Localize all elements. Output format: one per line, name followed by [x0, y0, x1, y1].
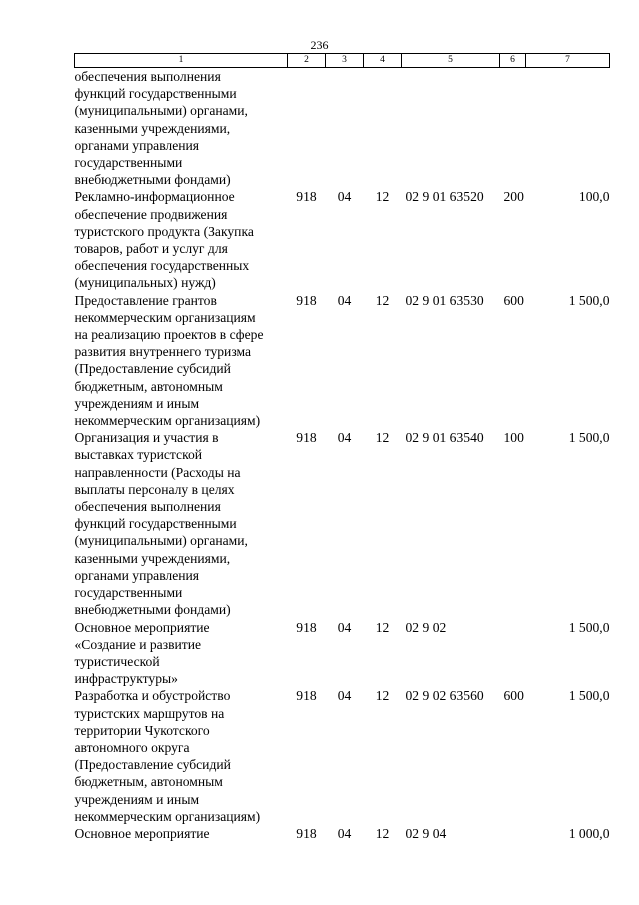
admin-code-cell: 918 — [296, 619, 317, 635]
section-code-cell: 04 — [337, 825, 352, 841]
table-row — [75, 619, 610, 688]
expense-name-line: Основное мероприятие — [74, 619, 210, 635]
admin-code-cell: 918 — [296, 189, 317, 205]
admin-code-cell: 918 — [296, 825, 317, 841]
expense-name-line: функций государственными — [74, 516, 237, 532]
expense-name-line: внебюджетными фондами) — [74, 602, 231, 618]
column-number-header — [75, 54, 610, 68]
expense-name-line: туристической — [74, 653, 160, 669]
expense-name-line: выплаты персоналу в целях — [74, 481, 235, 497]
expense-name-line: обеспечения выполнения — [74, 69, 221, 84]
expense-name-line: направленности (Расходы на — [74, 464, 241, 480]
column-number: 7 — [526, 54, 610, 68]
amount-cell: 1 500,0 — [568, 619, 610, 635]
subsection-code-cell: 12 — [375, 825, 390, 841]
expense-name-line: обеспечение продвижения — [74, 206, 228, 222]
expense-name-line: бюджетным, автономным — [74, 774, 223, 790]
amount-cell: 1 500,0 — [568, 292, 610, 308]
expense-type-cell — [500, 68, 526, 189]
expense-name-line: обеспечения выполнения — [74, 499, 221, 515]
expense-name-line: инфраструктуры» — [74, 671, 178, 687]
table-row — [75, 687, 610, 825]
admin-code-cell: 918 — [296, 430, 317, 446]
target-article-cell: 02 9 02 63560 — [405, 688, 484, 704]
budget-table — [74, 53, 610, 842]
section-code-cell: 04 — [337, 430, 352, 446]
page-number: 236 — [310, 38, 329, 52]
expense-type-cell: 100 — [503, 430, 524, 446]
expense-name-line: выставках туристской — [74, 447, 203, 463]
expense-name-line: «Создание и развитие — [74, 636, 202, 652]
expense-name-line: Организация и участия в — [74, 430, 219, 446]
expense-name-line: государственными — [74, 155, 183, 171]
subsection-code-cell: 12 — [375, 619, 390, 635]
expense-type-cell: 600 — [503, 292, 524, 308]
expense-name-line: Предоставление грантов — [74, 292, 217, 308]
expense-name-line: бюджетным, автономным — [74, 378, 223, 394]
target-article-cell: 02 9 01 63520 — [405, 189, 484, 205]
expense-name-line: казенными учреждениями, — [74, 120, 231, 136]
amount-cell: 1 000,0 — [568, 825, 610, 841]
expense-name-cell — [75, 188, 288, 291]
target-article-cell: 02 9 02 — [405, 619, 447, 635]
target-article-cell: 02 9 01 63530 — [405, 292, 484, 308]
expense-name-cell — [75, 292, 288, 430]
column-number: 2 — [288, 54, 326, 68]
expense-name-line: некоммерческим организациям) — [74, 808, 261, 824]
amount-cell: 100,0 — [578, 189, 610, 205]
expense-name-line: автономного округа — [74, 739, 190, 755]
column-number: 4 — [364, 54, 402, 68]
expense-name-line: (муниципальных) нужд) — [74, 275, 216, 291]
expense-type-cell: 600 — [503, 688, 524, 704]
expense-type-cell — [500, 825, 526, 842]
expense-name-cell — [75, 619, 288, 688]
expense-name-cell — [75, 68, 288, 189]
subsection-code-cell: 12 — [375, 688, 390, 704]
expense-name-cell — [75, 825, 288, 842]
expense-name-cell — [75, 687, 288, 825]
section-code-cell: 04 — [337, 619, 352, 635]
subsection-code-cell: 12 — [375, 292, 390, 308]
table-row — [75, 825, 610, 842]
expense-name-line: туристских маршрутов на — [74, 705, 225, 721]
expense-name-line: функций государственными — [74, 86, 237, 102]
section-code-cell: 04 — [337, 688, 352, 704]
expense-name-line: органами управления — [74, 567, 200, 583]
expense-name-line: Основное мероприятие — [74, 825, 210, 841]
section-code-cell — [326, 68, 364, 189]
table-row — [75, 429, 610, 618]
subsection-code-cell — [364, 68, 402, 189]
expense-name-line: на реализацию проектов в сфере — [74, 327, 264, 343]
expense-name-cell — [75, 429, 288, 618]
expense-name-line: учреждениям и иным — [74, 791, 200, 807]
target-article-cell: 02 9 01 63540 — [405, 430, 484, 446]
target-article-cell — [402, 68, 500, 189]
admin-code-cell: 918 — [296, 292, 317, 308]
expense-name-line: (муниципальными) органами, — [74, 533, 248, 549]
section-code-cell: 04 — [337, 189, 352, 205]
table-row — [75, 292, 610, 430]
expense-name-line: государственными — [74, 585, 183, 601]
admin-code-cell: 918 — [296, 688, 317, 704]
amount-cell: 1 500,0 — [568, 688, 610, 704]
expense-name-line: казенными учреждениями, — [74, 550, 231, 566]
amount-cell — [526, 68, 610, 189]
subsection-code-cell: 12 — [375, 189, 390, 205]
column-number: 5 — [402, 54, 500, 68]
expense-name-line: некоммерческим организациям) — [74, 413, 261, 429]
table-row — [75, 68, 610, 189]
expense-name-line: территории Чукотского — [74, 722, 210, 738]
table-row — [75, 188, 610, 291]
expense-name-line: Разработка и обустройство — [74, 688, 231, 704]
section-code-cell: 04 — [337, 292, 352, 308]
column-number: 1 — [75, 54, 288, 68]
target-article-cell: 02 9 04 — [405, 825, 447, 841]
expense-name-line: товаров, работ и услуг для — [74, 241, 228, 257]
expense-type-cell: 200 — [503, 189, 524, 205]
expense-name-line: Рекламно-информационное — [74, 189, 235, 205]
subsection-code-cell: 12 — [375, 430, 390, 446]
column-number: 3 — [326, 54, 364, 68]
expense-name-line: внебюджетными фондами) — [74, 172, 231, 188]
expense-name-line: (муниципальными) органами, — [74, 103, 248, 119]
admin-code-cell — [288, 68, 326, 189]
expense-name-line: туристского продукта (Закупка — [74, 223, 254, 239]
expense-name-line: органами управления — [74, 137, 200, 153]
expense-type-cell — [500, 619, 526, 688]
expense-name-line: некоммерческим организациям — [74, 309, 256, 325]
column-number: 6 — [500, 54, 526, 68]
expense-name-line: обеспечения государственных — [74, 258, 250, 274]
expense-name-line: (Предоставление субсидий — [74, 757, 231, 773]
amount-cell: 1 500,0 — [568, 430, 610, 446]
table-body — [75, 68, 610, 843]
expense-name-line: (Предоставление субсидий — [74, 361, 231, 377]
expense-name-line: развития внутреннего туризма — [74, 344, 252, 360]
expense-name-line: учреждениям и иным — [74, 395, 200, 411]
